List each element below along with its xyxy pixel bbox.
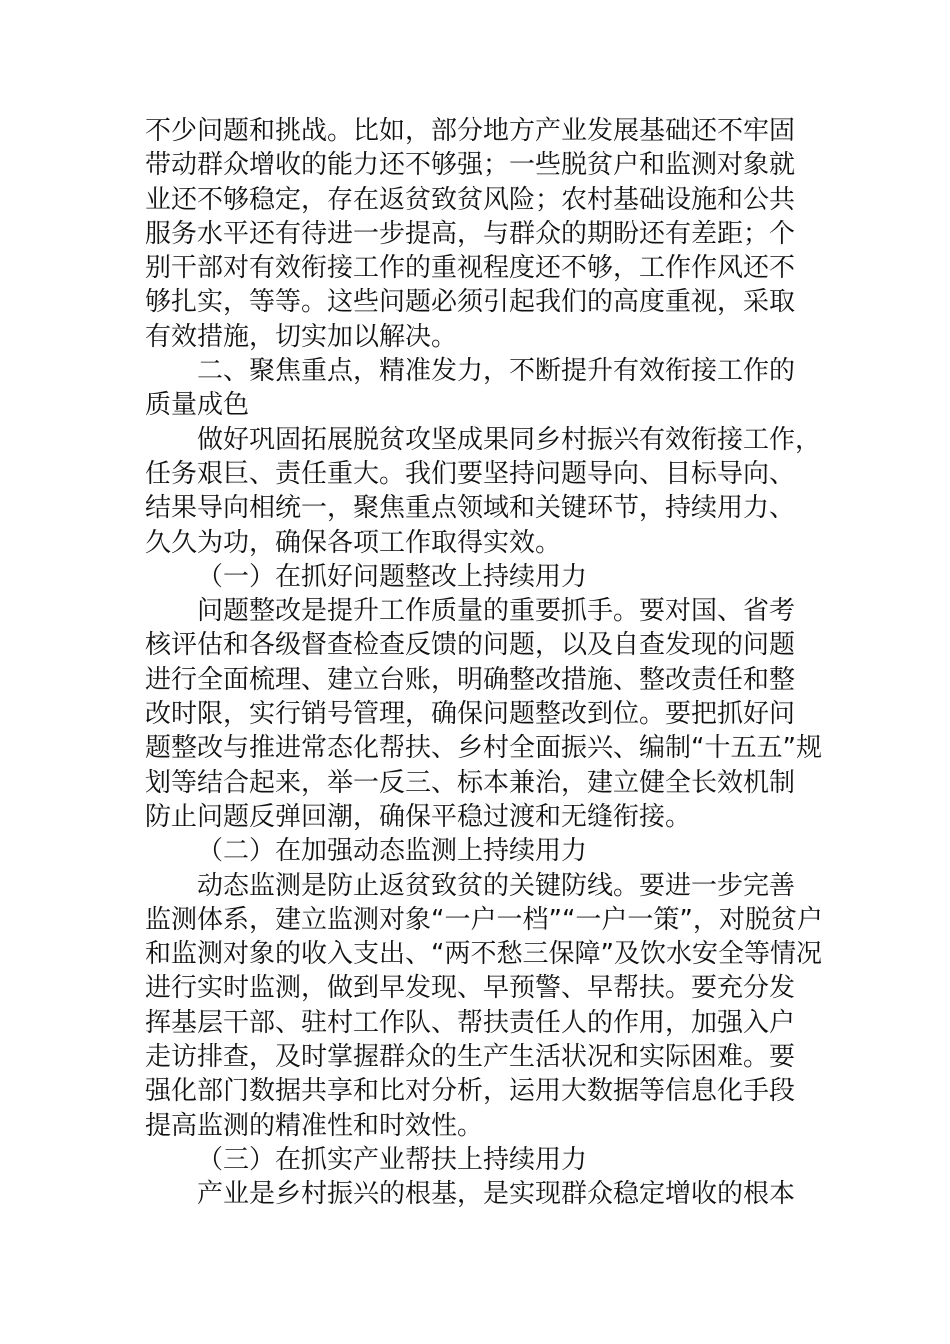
text-line: 动态监测是防止返贫致贫的关键防线。要进一步完善 — [197, 870, 796, 901]
section-heading-line: 质量成色 — [145, 390, 250, 421]
section-heading-line: 二、聚焦重点，精准发力，不断提升有效衔接工作的 — [197, 356, 796, 387]
section-heading-line: （二）在加强动态监测上持续用力 — [197, 836, 588, 867]
text-line: 不少问题和挑战。比如，部分地方产业发展基础还不牢固 — [145, 116, 796, 146]
text-line: 有效措施，切实加以解决。 — [145, 321, 458, 352]
text-line: 带动群众增收的能力还不够强；一些脱贫户和监测对象就 — [145, 150, 796, 181]
text-line: 久久为功，确保各项工作取得实效。 — [145, 527, 562, 558]
text-line: 走访排查，及时掌握群众的生产生活状况和实际困难。要 — [145, 1042, 796, 1073]
document-body — [145, 114, 823, 1212]
text-line: 产业是乡村振兴的根基，是实现群众稳定增收的根本 — [197, 1179, 796, 1210]
text-line: 提高监测的精准性和时效性。 — [145, 1110, 484, 1141]
text-line: 改时限，实行销号管理，确保问题整改到位。要把抓好问 — [145, 699, 796, 730]
text-line: 核评估和各级督查检查反馈的问题，以及自查发现的问题 — [145, 630, 796, 661]
text-line: 进行全面梳理、建立台账，明确整改措施、整改责任和整 — [145, 664, 796, 695]
text-line: 服务水平还有待进一步提高，与群众的期盼还有差距；个 — [145, 218, 796, 249]
text-line: 题整改与推进常态化帮扶、乡村全面振兴、编制“十五五”规 — [145, 733, 822, 764]
text-line: 防止问题反弹回潮，确保平稳过渡和无缝衔接。 — [145, 801, 692, 832]
text-line: 划等结合起来，举一反三、标本兼治，建立健全长效机制 — [145, 767, 796, 798]
text-line: 挥基层干部、驻村工作队、帮扶责任人的作用，加强入户 — [145, 1007, 796, 1038]
section-heading-line: （一）在抓好问题整改上持续用力 — [197, 561, 588, 592]
text-line: 业还不够稳定，存在返贫致贫风险；农村基础设施和公共 — [145, 184, 796, 215]
text-line: 做好巩固拓展脱贫攻坚成果同乡村振兴有效衔接工作， — [197, 424, 822, 455]
text-line: 监测体系，建立监测对象“一户一档”“一户一策”，对脱贫户 — [145, 904, 823, 935]
text-line: 别干部对有效衔接工作的重视程度还不够，工作作风还不 — [145, 253, 796, 284]
text-line: 和监测对象的收入支出、“两不愁三保障”及饮水安全等情况 — [145, 939, 822, 970]
text-line: 够扎实，等等。这些问题必须引起我们的高度重视，采取 — [145, 287, 796, 318]
text-line: 结果导向相统一，聚焦重点领域和关键环节，持续用力、 — [145, 493, 796, 524]
text-line: 任务艰巨、责任重大。我们要坚持问题导向、目标导向、 — [145, 458, 796, 489]
text-line: 进行实时监测，做到早发现、早预警、早帮扶。要充分发 — [145, 973, 796, 1004]
section-heading-line: （三）在抓实产业帮扶上持续用力 — [197, 1144, 588, 1175]
text-line: 强化部门数据共享和比对分析，运用大数据等信息化手段 — [145, 1076, 796, 1107]
text-line: 问题整改是提升工作质量的重要抓手。要对国、省考 — [197, 596, 796, 627]
